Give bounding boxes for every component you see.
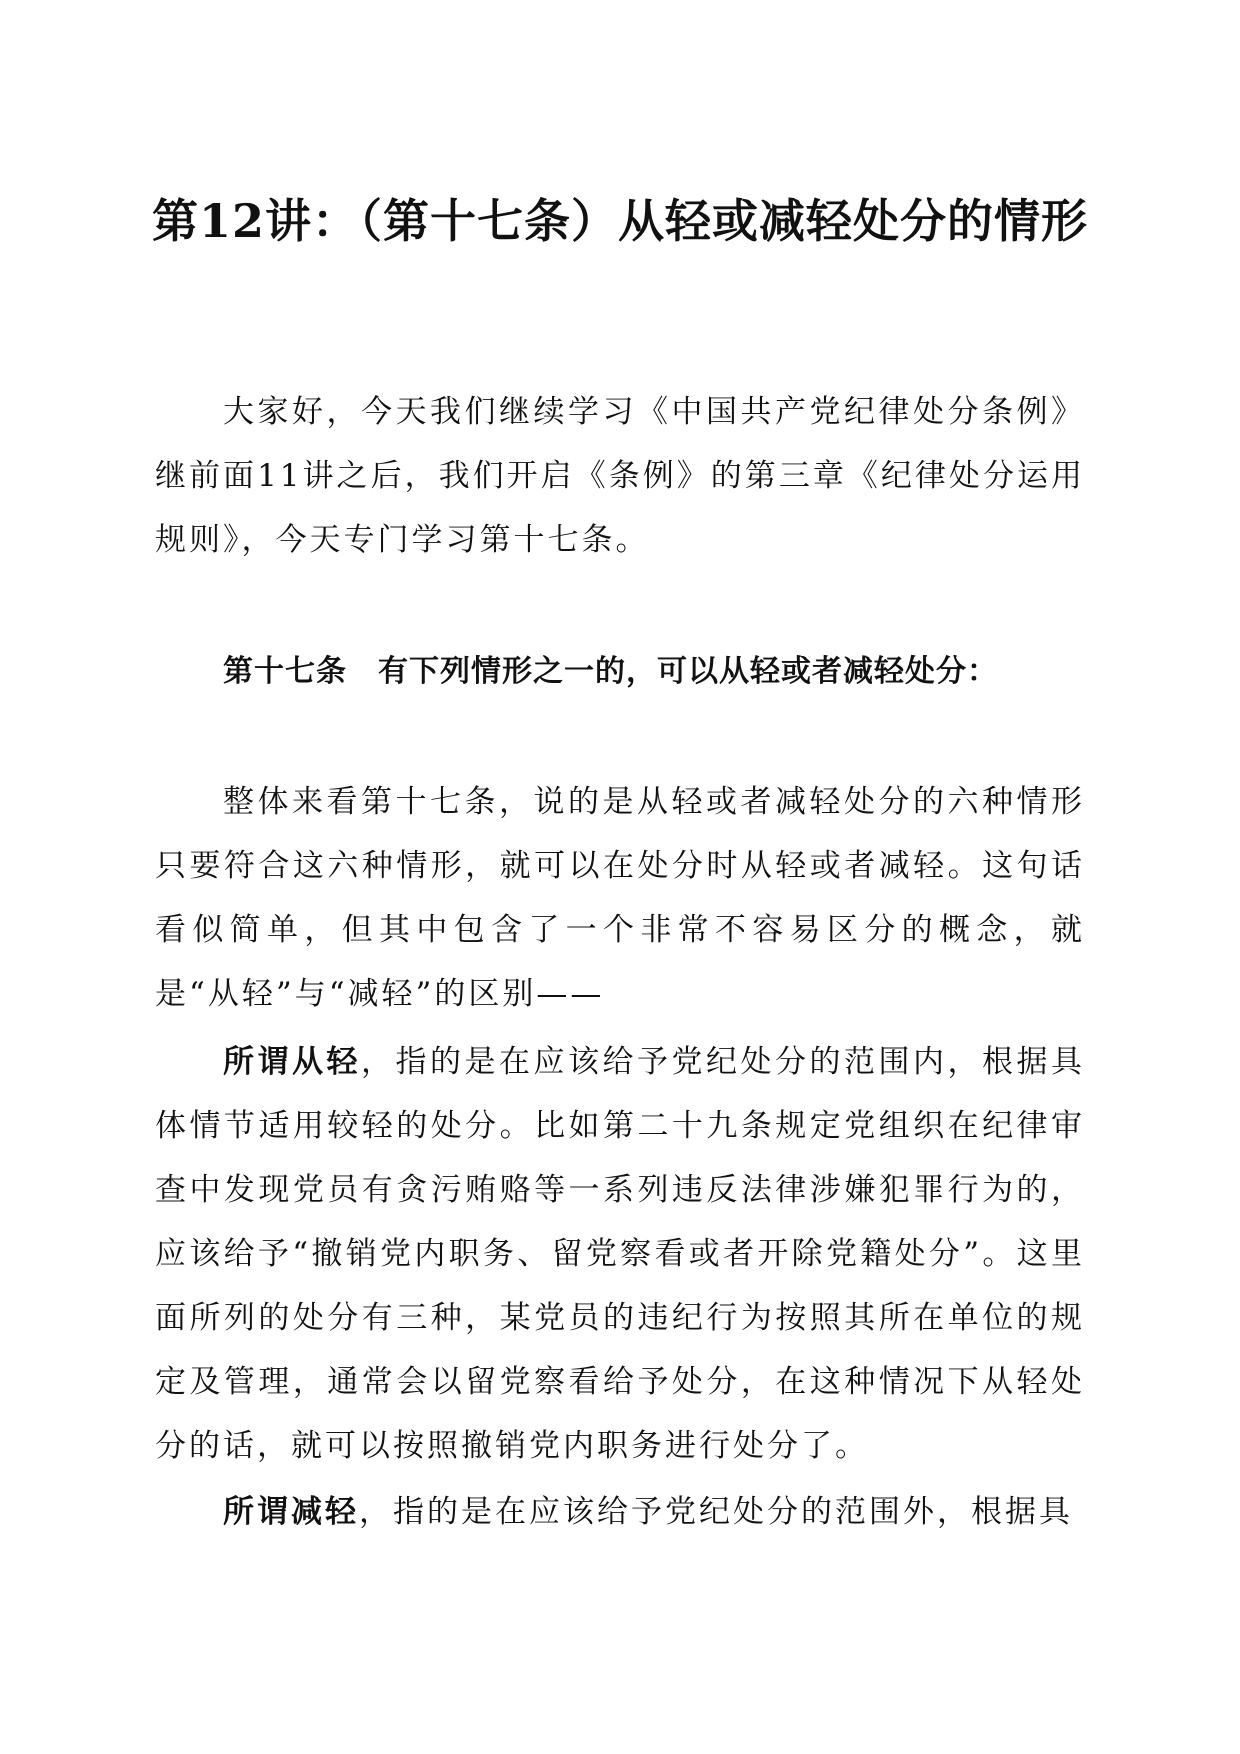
intro-paragraph: 大家好，今天我们继续学习《中国共产党纪律处分条例》继前面11讲之后，我们开启《条例》的第三章《纪律处分运用规则》，今天专门学习第十七条。 xyxy=(155,394,1085,558)
congqing-paragraph xyxy=(155,1030,1085,1478)
jianqing-paragraph xyxy=(155,1480,1085,1544)
congqing-text: ，指的是在应该给予党纪处分的范围内，根据具体情节适用较轻的处分。比如第二十九条规定党组织在纪律审查中发现党员有贪污贿赂等一系列违反法律涉嫌犯罪行为的，应该给予“撤销党内职务、留党察看或者开除党籍处分”。这里面所列的处分有三种，某党员的违纪行为按照其所在单位的规定及管理，通常会以留党察看给予处分，在这种情况下从轻处分的话，就可以按照撤销党内职务进行处分了。 xyxy=(155,1044,1085,1464)
congqing-term: 所谓从轻 xyxy=(223,1044,361,1080)
overview-paragraph: 整体来看第十七条，说的是从轻或者减轻处分的六种情形只要符合这六种情形，就可以在处分时从轻或者减轻。这句话看似简单，但其中包含了一个非常不容易区分的概念，就是“从轻”与“减轻”的区别—— xyxy=(155,784,1085,1012)
jianqing-term: 所谓减轻 xyxy=(223,1494,359,1530)
jianqing-text: ，指的是在应该给予党纪处分的范围外，根据具 xyxy=(359,1494,1073,1530)
document-title: 第12讲：（第十七条）从轻或减轻处分的情形 xyxy=(151,194,1088,248)
article-seventeen-heading: 第十七条 有下列情形之一的，可以从轻或者减轻处分： xyxy=(223,654,998,689)
